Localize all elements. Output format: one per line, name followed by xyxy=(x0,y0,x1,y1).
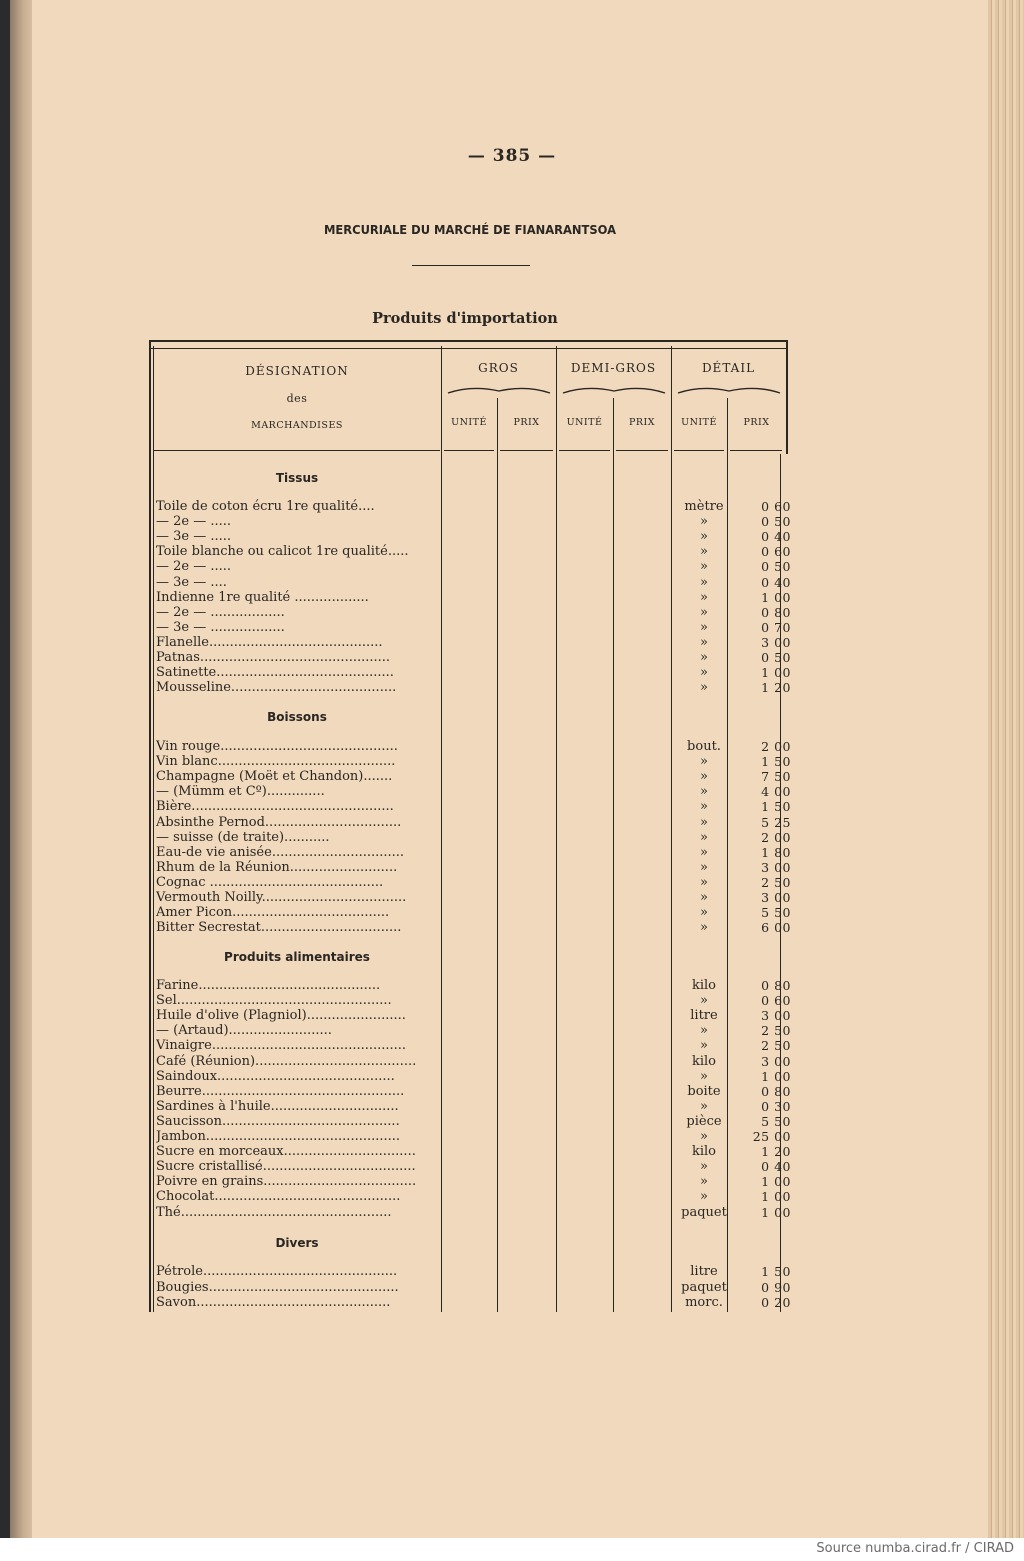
column-divider xyxy=(441,346,442,1312)
detail-unit: litre xyxy=(690,1008,718,1023)
detail-price: 1 00 xyxy=(761,1174,791,1189)
detail-price: 1 00 xyxy=(761,1189,791,1204)
item-name: Sucre en morceaux................................ xyxy=(156,1144,416,1159)
detail-price: 5 50 xyxy=(761,905,791,920)
item-name: Farine............................................ xyxy=(156,978,381,993)
detail-unit: » xyxy=(700,1069,708,1084)
detail-unit: » xyxy=(700,845,708,860)
item-name: Thé................................................... xyxy=(156,1205,392,1220)
detail-unit: » xyxy=(700,1023,708,1038)
header-brace xyxy=(561,383,667,397)
item-name: — 2e — ..... xyxy=(156,559,232,574)
detail-unit: kilo xyxy=(691,978,717,993)
detail-unit: » xyxy=(700,680,708,695)
detail-price: 3 00 xyxy=(761,1008,791,1023)
header-bottom-rule xyxy=(730,450,782,451)
title-rule xyxy=(412,265,530,266)
detail-unit: boite xyxy=(687,1084,721,1099)
item-name: Champagne (Moët et Chandon)....... xyxy=(156,769,393,784)
detail-price: 0 30 xyxy=(761,1099,791,1114)
header-bottom-rule xyxy=(674,450,724,451)
detail-price: 0 60 xyxy=(761,993,791,1008)
detail-price: 1 50 xyxy=(761,799,791,814)
detail-price: 2 50 xyxy=(761,875,791,890)
column-divider xyxy=(556,346,557,1312)
item-name: Amer Picon...................................... xyxy=(156,905,390,920)
detail-unit: » xyxy=(700,665,708,680)
item-name: Eau-de vie anisée................................ xyxy=(156,845,405,860)
detail-unit: » xyxy=(700,650,708,665)
source-credit: Source numba.cirad.fr / CIRAD xyxy=(816,1541,1014,1556)
detail-price: 3 00 xyxy=(761,635,791,650)
detail-price: 25 00 xyxy=(752,1129,791,1144)
detail-price: 2 00 xyxy=(761,830,791,845)
detail-price: 2 50 xyxy=(761,1023,791,1038)
detail-price: 1 20 xyxy=(761,1144,791,1159)
detail-unit: bout. xyxy=(687,739,721,754)
header-prix: PRIX xyxy=(628,417,656,428)
section-heading: Boissons xyxy=(267,710,327,724)
detail-price: 2 00 xyxy=(761,739,791,754)
header-gros: GROS xyxy=(478,361,519,375)
detail-unit: morc. xyxy=(685,1295,723,1310)
item-name: Pétrole............................................... xyxy=(156,1264,398,1279)
detail-unit: » xyxy=(700,1189,708,1204)
item-name: Jambon............................................... xyxy=(156,1129,401,1144)
page-number: — 385 — xyxy=(467,146,557,166)
item-name: — 2e — .................. xyxy=(156,605,285,620)
item-name: Sel.................................................... xyxy=(156,993,392,1008)
header-demi-gros: DEMI-GROS xyxy=(570,361,657,375)
header-detail: DÉTAIL xyxy=(701,361,756,375)
detail-unit: paquet xyxy=(681,1205,727,1220)
detail-price: 0 40 xyxy=(761,1159,791,1174)
item-name: Sardines à l'huile............................... xyxy=(156,1099,399,1114)
item-name: Mousseline........................................ xyxy=(156,680,397,695)
header-unite: UNITÉ xyxy=(451,417,487,428)
item-name: Huile d'olive (Plagniol)........................ xyxy=(156,1008,406,1023)
detail-price: 1 00 xyxy=(761,1069,791,1084)
item-name: — 3e — ..... xyxy=(156,529,232,544)
detail-price: 1 00 xyxy=(761,1205,791,1220)
detail-unit: » xyxy=(700,890,708,905)
detail-price: 0 50 xyxy=(761,514,791,529)
detail-unit: mètre xyxy=(684,499,724,514)
detail-unit: » xyxy=(700,514,708,529)
detail-price: 5 25 xyxy=(761,815,791,830)
detail-price: 1 00 xyxy=(761,665,791,680)
item-name: Poivre en grains..................................... xyxy=(156,1174,417,1189)
detail-price: 0 50 xyxy=(761,650,791,665)
detail-unit: » xyxy=(700,575,708,590)
detail-unit: » xyxy=(700,860,708,875)
detail-price: 0 40 xyxy=(761,575,791,590)
book-gutter xyxy=(10,0,32,1538)
item-name: Saindoux........................................... xyxy=(156,1069,395,1084)
detail-unit: » xyxy=(700,815,708,830)
header-bottom-rule xyxy=(559,450,610,451)
item-name: Savon............................................... xyxy=(156,1295,391,1310)
detail-price: 0 50 xyxy=(761,559,791,574)
item-name: Saucisson........................................... xyxy=(156,1114,400,1129)
detail-price: 3 00 xyxy=(761,890,791,905)
detail-unit: » xyxy=(700,620,708,635)
detail-unit: » xyxy=(700,1174,708,1189)
detail-price: 3 00 xyxy=(761,860,791,875)
item-name: Cognac .......................................... xyxy=(156,875,384,890)
header-bottom-rule xyxy=(444,450,494,451)
page-edges xyxy=(988,0,1024,1538)
item-name: Vinaigre............................................... xyxy=(156,1038,407,1053)
page-subtitle: Produits d'importation xyxy=(372,310,558,327)
item-name: Bougies.............................................. xyxy=(156,1280,399,1295)
detail-price: 0 80 xyxy=(761,978,791,993)
detail-unit: » xyxy=(700,875,708,890)
header-bottom-rule xyxy=(153,450,440,451)
detail-unit: pièce xyxy=(686,1114,722,1129)
header-prix: PRIX xyxy=(513,417,540,428)
detail-price: 0 20 xyxy=(761,1295,791,1310)
detail-price: 1 50 xyxy=(761,754,791,769)
detail-price: 2 50 xyxy=(761,1038,791,1053)
item-name: Beurre................................................. xyxy=(156,1084,405,1099)
item-name: Flanelle.......................................... xyxy=(156,635,383,650)
item-name: Chocolat............................................. xyxy=(156,1189,401,1204)
book-binding xyxy=(0,0,10,1538)
detail-price: 0 70 xyxy=(761,620,791,635)
detail-unit: » xyxy=(700,905,708,920)
detail-price: 1 50 xyxy=(761,1264,791,1279)
detail-unit: » xyxy=(700,590,708,605)
detail-unit: » xyxy=(700,799,708,814)
detail-unit: » xyxy=(700,1129,708,1144)
item-name: Satinette........................................... xyxy=(156,665,394,680)
item-name: Vermouth Noilly................................... xyxy=(156,890,407,905)
header-unite: UNITÉ xyxy=(681,417,717,428)
detail-price: 1 00 xyxy=(761,590,791,605)
item-name: Sucre cristallisé..................................... xyxy=(156,1159,416,1174)
item-name: Vin rouge........................................... xyxy=(156,739,398,754)
detail-price: 3 00 xyxy=(761,1054,791,1069)
item-name: — suisse (de traite)........... xyxy=(156,830,330,845)
detail-price: 1 20 xyxy=(761,680,791,695)
item-name: — (Artaud)......................... xyxy=(156,1023,332,1038)
header-bottom-rule xyxy=(500,450,553,451)
item-name: Toile de coton écru 1re qualité.... xyxy=(156,499,375,514)
section-heading: Produits alimentaires xyxy=(224,950,370,964)
header-prix: PRIX xyxy=(743,417,770,428)
detail-unit: » xyxy=(700,1038,708,1053)
detail-price: 7 50 xyxy=(761,769,791,784)
item-name: Absinthe Pernod................................. xyxy=(156,815,402,830)
section-heading: Tissus xyxy=(275,471,319,485)
column-divider xyxy=(497,398,498,1312)
page-title: MERCURIALE DU MARCHÉ DE FIANARANTSOA xyxy=(323,222,617,237)
item-name: Vin blanc........................................... xyxy=(156,754,396,769)
detail-unit: litre xyxy=(690,1264,718,1279)
detail-price: 0 90 xyxy=(761,1280,791,1295)
detail-price: 5 50 xyxy=(761,1114,791,1129)
detail-unit: » xyxy=(700,529,708,544)
detail-unit: » xyxy=(700,830,708,845)
detail-price: 0 40 xyxy=(761,529,791,544)
header-unite: UNITÉ xyxy=(566,417,603,428)
detail-unit: » xyxy=(700,920,708,935)
item-name: Indienne 1re qualité .................. xyxy=(156,590,369,605)
detail-price: 0 80 xyxy=(761,605,791,620)
detail-price: 1 80 xyxy=(761,845,791,860)
item-name: Rhum de la Réunion.......................... xyxy=(156,860,398,875)
section-heading: Divers xyxy=(275,1236,319,1250)
detail-unit: paquet xyxy=(681,1280,727,1295)
detail-unit: » xyxy=(700,559,708,574)
table-left-border xyxy=(149,340,151,1312)
detail-unit: » xyxy=(700,769,708,784)
detail-unit: » xyxy=(700,605,708,620)
item-name: — 3e — .... xyxy=(156,575,227,590)
detail-price: 0 60 xyxy=(761,544,791,559)
item-name: Bière................................................. xyxy=(156,799,394,814)
detail-unit: » xyxy=(700,754,708,769)
detail-unit: kilo xyxy=(691,1144,717,1159)
detail-unit: » xyxy=(700,1159,708,1174)
item-name: — (Mümm et Cº).............. xyxy=(156,784,325,799)
column-divider xyxy=(613,398,614,1312)
item-name: Bitter Secrestat.................................. xyxy=(156,920,402,935)
detail-unit: kilo xyxy=(691,1054,717,1069)
detail-unit: » xyxy=(700,635,708,650)
detail-price: 0 80 xyxy=(761,1084,791,1099)
detail-unit: » xyxy=(700,993,708,1008)
detail-unit: » xyxy=(700,1099,708,1114)
item-name: Toile blanche ou calicot 1re qualité..... xyxy=(156,544,409,559)
header-designation: DÉSIGNATION xyxy=(245,364,349,378)
table-right-border xyxy=(786,340,788,454)
header-designation-des: des xyxy=(286,392,308,405)
detail-price: 0 60 xyxy=(761,499,791,514)
item-name: — 2e — ..... xyxy=(156,514,232,529)
header-brace xyxy=(676,383,782,397)
detail-unit: » xyxy=(700,784,708,799)
detail-price: 6 00 xyxy=(761,920,791,935)
item-name: — 3e — .................. xyxy=(156,620,285,635)
header-bottom-rule xyxy=(616,450,668,451)
item-name: Patnas.............................................. xyxy=(156,650,391,665)
item-name: Café (Réunion)....................................... xyxy=(156,1054,417,1069)
header-designation-marchandises: MARCHANDISES xyxy=(251,420,343,431)
detail-unit: » xyxy=(700,544,708,559)
detail-price: 4 00 xyxy=(761,784,791,799)
header-brace xyxy=(446,383,552,397)
table-left-border-inner xyxy=(153,346,154,1312)
table-top-border xyxy=(150,340,788,349)
